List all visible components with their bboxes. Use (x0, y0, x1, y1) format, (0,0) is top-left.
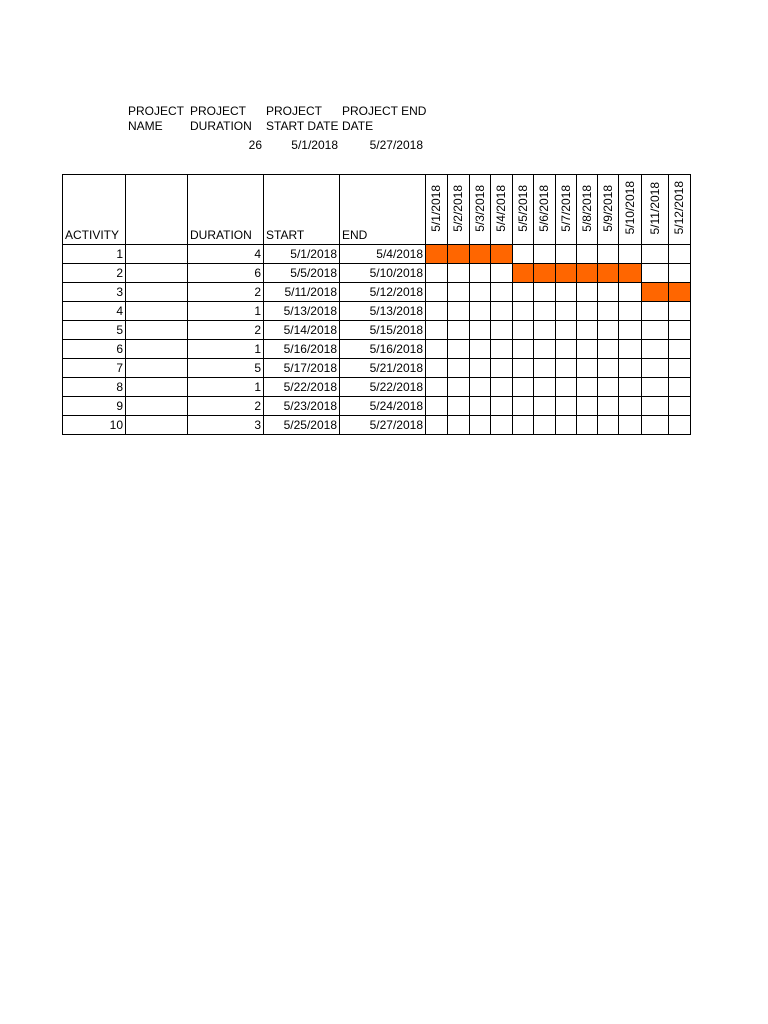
gantt-empty-cell[interactable] (513, 245, 534, 264)
gantt-empty-cell[interactable] (577, 378, 598, 397)
gantt-bar-cell[interactable] (534, 264, 556, 283)
date-header[interactable] (513, 175, 534, 245)
blank-cell[interactable] (126, 245, 188, 264)
gantt-empty-cell[interactable] (534, 397, 556, 416)
duration-cell[interactable]: 2 (188, 283, 264, 302)
gantt-empty-cell[interactable] (669, 378, 691, 397)
activity-cell[interactable]: 4 (63, 302, 126, 321)
gantt-empty-cell[interactable] (598, 321, 619, 340)
duration-cell[interactable]: 1 (188, 302, 264, 321)
table-row (63, 321, 691, 340)
activity-cell[interactable]: 10 (63, 416, 126, 435)
activity-header[interactable]: ACTIVITY (63, 175, 126, 245)
gantt-empty-cell[interactable] (491, 378, 513, 397)
gantt-empty-cell[interactable] (556, 397, 577, 416)
gantt-empty-cell[interactable] (577, 302, 598, 321)
gantt-empty-cell[interactable] (491, 321, 513, 340)
gantt-empty-cell[interactable] (448, 321, 470, 340)
gantt-empty-cell[interactable] (598, 245, 619, 264)
gantt-empty-cell[interactable] (669, 397, 691, 416)
gantt-empty-cell[interactable] (534, 321, 556, 340)
gantt-empty-cell[interactable] (491, 416, 513, 435)
gantt-empty-cell[interactable] (470, 416, 491, 435)
end-header[interactable]: END (340, 175, 426, 245)
duration-cell[interactable]: 2 (188, 321, 264, 340)
gantt-bar-cell[interactable] (491, 245, 513, 264)
gantt-empty-cell[interactable] (491, 397, 513, 416)
date-header-label: 5/12/2018 (672, 181, 686, 235)
start-cell[interactable]: 5/1/2018 (264, 245, 340, 264)
gantt-empty-cell[interactable] (426, 302, 448, 321)
gantt-empty-cell[interactable] (577, 321, 598, 340)
gantt-empty-cell[interactable] (556, 283, 577, 302)
project-start-date-label: PROJECT START DATE (266, 104, 339, 133)
project-name-label: PROJECT NAME (128, 104, 185, 133)
date-header-label: 5/1/2018 (429, 184, 443, 232)
gantt-empty-cell[interactable] (642, 264, 669, 283)
end-cell[interactable]: 5/15/2018 (340, 321, 426, 340)
table-row (63, 283, 691, 302)
gantt-empty-cell[interactable] (470, 340, 491, 359)
gantt-empty-cell[interactable] (556, 359, 577, 378)
gantt-empty-cell[interactable] (491, 340, 513, 359)
start-cell[interactable]: 5/23/2018 (264, 397, 340, 416)
end-cell[interactable]: 5/13/2018 (340, 302, 426, 321)
gantt-empty-cell[interactable] (426, 321, 448, 340)
activity-cell[interactable]: 1 (63, 245, 126, 264)
gantt-empty-cell[interactable] (598, 302, 619, 321)
duration-cell[interactable]: 4 (188, 245, 264, 264)
date-header[interactable] (669, 175, 691, 245)
gantt-empty-cell[interactable] (534, 416, 556, 435)
gantt-empty-cell[interactable] (491, 302, 513, 321)
date-header-label: 5/7/2018 (558, 184, 573, 232)
gantt-empty-cell[interactable] (513, 321, 534, 340)
gantt-empty-cell[interactable] (426, 264, 448, 283)
start-cell[interactable]: 5/14/2018 (264, 321, 340, 340)
gantt-empty-cell[interactable] (470, 264, 491, 283)
gantt-empty-cell[interactable] (448, 378, 470, 397)
gantt-empty-cell[interactable] (642, 340, 669, 359)
gantt-empty-cell[interactable] (491, 359, 513, 378)
date-header-label: 5/8/2018 (579, 184, 594, 232)
gantt-empty-cell[interactable] (534, 283, 556, 302)
start-cell[interactable]: 5/5/2018 (264, 264, 340, 283)
end-cell[interactable]: 5/27/2018 (340, 416, 426, 435)
date-header[interactable] (491, 175, 513, 245)
gantt-empty-cell[interactable] (556, 245, 577, 264)
gantt-empty-cell[interactable] (556, 416, 577, 435)
gantt-empty-cell[interactable] (556, 321, 577, 340)
gantt-empty-cell[interactable] (619, 321, 642, 340)
table-row (63, 340, 691, 359)
table-row (63, 245, 691, 264)
gantt-empty-cell[interactable] (448, 416, 470, 435)
table-row (63, 416, 691, 435)
table-row (63, 378, 691, 397)
gantt-empty-cell[interactable] (448, 302, 470, 321)
gantt-empty-cell[interactable] (669, 359, 691, 378)
project-end-date-value[interactable]: 5/27/2018 (369, 138, 423, 152)
gantt-bar-cell[interactable] (470, 245, 491, 264)
date-header-label: 5/3/2018 (472, 184, 487, 232)
gantt-empty-cell[interactable] (619, 283, 642, 302)
gantt-empty-cell[interactable] (448, 283, 470, 302)
header-row (63, 175, 691, 245)
gantt-empty-cell[interactable] (669, 245, 691, 264)
gantt-empty-cell[interactable] (619, 340, 642, 359)
gantt-empty-cell[interactable] (556, 302, 577, 321)
blank-cell[interactable] (126, 264, 188, 283)
gantt-empty-cell[interactable] (470, 397, 491, 416)
duration-cell[interactable]: 3 (188, 416, 264, 435)
project-duration-value[interactable]: 26 (248, 138, 262, 152)
activity-cell[interactable]: 9 (63, 397, 126, 416)
duration-cell[interactable]: 2 (188, 397, 264, 416)
gantt-empty-cell[interactable] (470, 321, 491, 340)
gantt-empty-cell[interactable] (513, 416, 534, 435)
gantt-bar-cell[interactable] (598, 264, 619, 283)
activity-cell[interactable]: 6 (63, 340, 126, 359)
end-cell[interactable]: 5/12/2018 (340, 283, 426, 302)
gantt-empty-cell[interactable] (556, 378, 577, 397)
blank-cell[interactable] (126, 321, 188, 340)
end-cell[interactable]: 5/22/2018 (340, 378, 426, 397)
activity-cell[interactable]: 5 (63, 321, 126, 340)
gantt-bar-cell[interactable] (669, 283, 691, 302)
duration-header[interactable]: DURATION (188, 175, 264, 245)
start-cell[interactable]: 5/22/2018 (264, 378, 340, 397)
gantt-empty-cell[interactable] (534, 245, 556, 264)
gantt-bar-cell[interactable] (642, 283, 669, 302)
gantt-empty-cell[interactable] (669, 340, 691, 359)
date-header[interactable] (448, 175, 470, 245)
duration-cell[interactable]: 1 (188, 340, 264, 359)
gantt-empty-cell[interactable] (642, 378, 669, 397)
end-cell[interactable]: 5/16/2018 (340, 340, 426, 359)
gantt-empty-cell[interactable] (470, 283, 491, 302)
duration-cell[interactable]: 6 (188, 264, 264, 283)
gantt-empty-cell[interactable] (619, 245, 642, 264)
gantt-empty-cell[interactable] (642, 321, 669, 340)
gantt-empty-cell[interactable] (513, 397, 534, 416)
gantt-empty-cell[interactable] (534, 302, 556, 321)
gantt-empty-cell[interactable] (470, 359, 491, 378)
gantt-empty-cell[interactable] (619, 416, 642, 435)
gantt-bar-cell[interactable] (513, 264, 534, 283)
activity-cell[interactable]: 8 (63, 378, 126, 397)
table-row (63, 359, 691, 378)
start-header[interactable]: START (264, 175, 340, 245)
gantt-empty-cell[interactable] (534, 378, 556, 397)
end-cell[interactable]: 5/10/2018 (340, 264, 426, 283)
gantt-empty-cell[interactable] (669, 302, 691, 321)
date-header[interactable] (426, 175, 448, 245)
gantt-empty-cell[interactable] (470, 378, 491, 397)
start-cell[interactable]: 5/11/2018 (264, 283, 340, 302)
project-duration-label: PROJECT DURATION (190, 104, 252, 133)
date-header-label: 5/9/2018 (600, 184, 615, 232)
gantt-empty-cell[interactable] (577, 397, 598, 416)
gantt-empty-cell[interactable] (669, 321, 691, 340)
gantt-empty-cell[interactable] (448, 359, 470, 378)
end-cell[interactable]: 5/4/2018 (340, 245, 426, 264)
gantt-empty-cell[interactable] (491, 264, 513, 283)
project-end-date-label: PROJECT END DATE (342, 104, 427, 133)
gantt-empty-cell[interactable] (669, 264, 691, 283)
gantt-empty-cell[interactable] (598, 283, 619, 302)
table-row (63, 264, 691, 283)
gantt-empty-cell[interactable] (577, 340, 598, 359)
gantt-bar-cell[interactable] (619, 264, 642, 283)
start-cell[interactable]: 5/16/2018 (264, 340, 340, 359)
gantt-empty-cell[interactable] (470, 302, 491, 321)
date-header-label: 5/10/2018 (622, 181, 637, 235)
gantt-empty-cell[interactable] (577, 283, 598, 302)
blank-cell[interactable] (126, 397, 188, 416)
gantt-empty-cell[interactable] (619, 397, 642, 416)
gantt-empty-cell[interactable] (556, 340, 577, 359)
gantt-bar-cell[interactable] (577, 264, 598, 283)
date-header[interactable] (598, 175, 619, 245)
start-cell[interactable]: 5/13/2018 (264, 302, 340, 321)
gantt-bar-cell[interactable] (556, 264, 577, 283)
gantt-empty-cell[interactable] (619, 378, 642, 397)
gantt-empty-cell[interactable] (642, 245, 669, 264)
gantt-empty-cell[interactable] (513, 283, 534, 302)
gantt-empty-cell[interactable] (619, 359, 642, 378)
date-header[interactable] (556, 175, 577, 245)
gantt-empty-cell[interactable] (534, 359, 556, 378)
gantt-empty-cell[interactable] (513, 340, 534, 359)
date-header[interactable] (470, 175, 491, 245)
project-start-date-value[interactable]: 5/1/2018 (291, 138, 338, 152)
date-header[interactable] (642, 175, 669, 245)
gantt-empty-cell[interactable] (513, 302, 534, 321)
gantt-empty-cell[interactable] (642, 416, 669, 435)
table-row (63, 302, 691, 321)
gantt-empty-cell[interactable] (426, 378, 448, 397)
gantt-empty-cell[interactable] (448, 397, 470, 416)
activity-cell[interactable]: 2 (63, 264, 126, 283)
blank-header[interactable] (126, 175, 188, 245)
gantt-empty-cell[interactable] (598, 340, 619, 359)
gantt-empty-cell[interactable] (598, 378, 619, 397)
date-header-label: 5/11/2018 (647, 181, 662, 235)
gantt-empty-cell[interactable] (448, 340, 470, 359)
gantt-empty-cell[interactable] (426, 359, 448, 378)
duration-cell[interactable]: 5 (188, 359, 264, 378)
date-header[interactable] (619, 175, 642, 245)
gantt-empty-cell[interactable] (577, 245, 598, 264)
blank-cell[interactable] (126, 416, 188, 435)
start-cell[interactable]: 5/25/2018 (264, 416, 340, 435)
blank-cell[interactable] (126, 340, 188, 359)
gantt-empty-cell[interactable] (513, 378, 534, 397)
end-cell[interactable]: 5/21/2018 (340, 359, 426, 378)
activity-cell[interactable]: 7 (63, 359, 126, 378)
end-cell[interactable]: 5/24/2018 (340, 397, 426, 416)
gantt-empty-cell[interactable] (448, 264, 470, 283)
gantt-bar-cell[interactable] (448, 245, 470, 264)
gantt-empty-cell[interactable] (642, 302, 669, 321)
date-header[interactable] (534, 175, 556, 245)
blank-cell[interactable] (126, 359, 188, 378)
date-header-label: 5/5/2018 (515, 184, 530, 232)
gantt-empty-cell[interactable] (426, 283, 448, 302)
gantt-empty-cell[interactable] (619, 302, 642, 321)
date-header-label: 5/2/2018 (451, 184, 465, 232)
gantt-empty-cell[interactable] (598, 397, 619, 416)
gantt-empty-cell[interactable] (598, 416, 619, 435)
gantt-empty-cell[interactable] (426, 340, 448, 359)
start-cell[interactable]: 5/17/2018 (264, 359, 340, 378)
blank-cell[interactable] (126, 283, 188, 302)
gantt-empty-cell[interactable] (577, 416, 598, 435)
gantt-empty-cell[interactable] (642, 397, 669, 416)
gantt-empty-cell[interactable] (577, 359, 598, 378)
blank-cell[interactable] (126, 302, 188, 321)
gantt-body (63, 245, 691, 435)
activity-cell[interactable]: 3 (63, 283, 126, 302)
gantt-empty-cell[interactable] (513, 359, 534, 378)
date-header[interactable] (577, 175, 598, 245)
gantt-empty-cell[interactable] (426, 397, 448, 416)
blank-cell[interactable] (126, 378, 188, 397)
gantt-empty-cell[interactable] (491, 283, 513, 302)
gantt-table (62, 174, 691, 435)
gantt-empty-cell[interactable] (534, 340, 556, 359)
date-header-label: 5/6/2018 (537, 184, 551, 232)
gantt-empty-cell[interactable] (426, 416, 448, 435)
table-row (63, 397, 691, 416)
duration-cell[interactable]: 1 (188, 378, 264, 397)
gantt-empty-cell[interactable] (598, 359, 619, 378)
gantt-empty-cell[interactable] (669, 416, 691, 435)
date-header-label: 5/4/2018 (494, 184, 508, 232)
gantt-empty-cell[interactable] (642, 359, 669, 378)
gantt-bar-cell[interactable] (426, 245, 448, 264)
